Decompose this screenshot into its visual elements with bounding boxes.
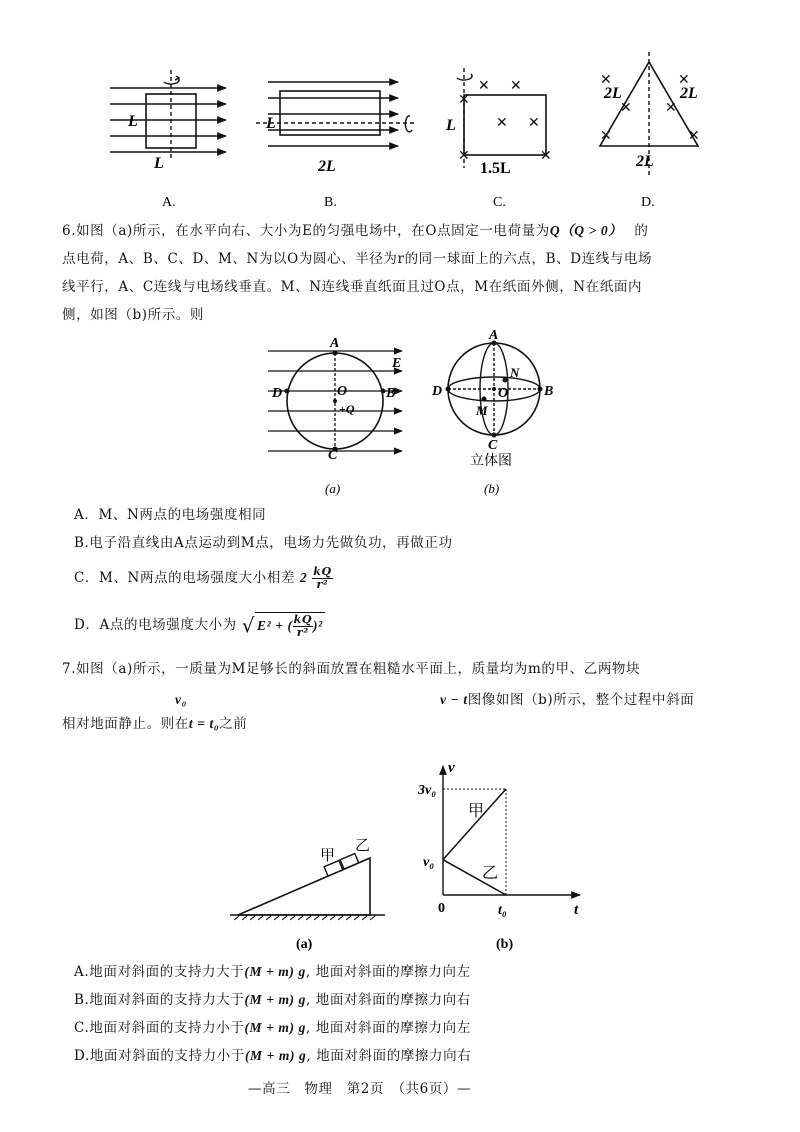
- q7-stem-line-2: v − t图像如图（b)所示，整个过程中斜面: [440, 692, 695, 708]
- fig-6b-label-n: N: [510, 365, 520, 380]
- origin-label: 0: [438, 901, 445, 916]
- q7-stem-line-3: 相对地面静止。则在t = t₀之前: [62, 716, 248, 732]
- q6-option-a: A．M、N两点的电场强度相同: [74, 507, 267, 523]
- q7-stem-line-1: 7.如图（a)所示，一质量为M足够长的斜面放置在粗糙水平面上，质量均为m的甲、乙两物块: [62, 661, 641, 677]
- fig-6b-label-b: B: [544, 384, 554, 399]
- y-tick-v0: v₀: [423, 855, 435, 870]
- fig-6b-label-m: M: [476, 403, 488, 418]
- q6-figures: [0, 325, 800, 500]
- fig-6b-label-c: C: [488, 438, 498, 453]
- q7-fig-a-caption: (a): [296, 937, 313, 952]
- fig-6a-label-e: E: [392, 356, 402, 371]
- figure-b: [256, 82, 414, 146]
- q6-option-b: B.电子沿直线由A点运动到M点，电场力先做负功，再做正功: [74, 535, 453, 551]
- q6-option-c: C．M、N两点的电场强度大小相差 2 $\frac{kQ}{\text{r²}}$: [74, 565, 332, 591]
- svg-text:✕: ✕: [478, 79, 490, 94]
- q5-option-c: C.: [493, 195, 506, 210]
- q6-option-d: D．A点的电场强度大小为 √ E² + ( $\frac{kQ}{\text{r²}}$ )²: [74, 613, 323, 639]
- fig-c-field-crosses: [458, 79, 552, 164]
- q7-fig-b-caption: (b): [496, 937, 514, 952]
- fig-6b-label-d: D: [432, 384, 443, 399]
- svg-text:✕: ✕: [540, 149, 552, 164]
- series-label-jia: 甲: [468, 803, 485, 820]
- fig-d-field-crosses: [600, 73, 700, 144]
- fig-d-label-bottom: 2L: [636, 153, 654, 170]
- q6-charge-expr: Q（Q > 0）: [549, 223, 623, 238]
- svg-text:✕: ✕: [496, 116, 508, 131]
- svg-text:✕: ✕: [678, 73, 690, 88]
- fig-c-label-l: L: [446, 117, 456, 134]
- fig-6b-subcaption: 立体图: [470, 454, 512, 469]
- q6-option-c-coef: 2: [299, 570, 308, 585]
- x-axis-label: t: [574, 902, 579, 918]
- label-jia: 甲: [320, 848, 336, 864]
- x-tick-t0: t₀: [498, 903, 507, 918]
- fig-6a-label-c: C: [328, 448, 338, 463]
- svg-text:✕: ✕: [600, 73, 612, 88]
- q5-option-b: B.: [324, 195, 337, 210]
- q5-figures: [0, 0, 800, 215]
- fig-6b-label-o: O: [498, 386, 509, 401]
- q7-option-b: B.地面对斜面的支持力大于(M + m) g, 地面对斜面的摩擦力向右: [74, 992, 471, 1008]
- y-tick-3v0: 3v₀: [418, 783, 437, 798]
- label-yi: 乙: [355, 838, 371, 854]
- q6-stem-line-1: 6.如图（a)所示，在水平向右、大小为E的匀强电场中，在O点固定一电荷量为Q（Q > 0） 的: [62, 223, 649, 239]
- fig-a-label-l2: L: [154, 155, 164, 172]
- fig-6a-label-b: B: [386, 386, 396, 401]
- q5-option-a: A.: [162, 195, 176, 210]
- q6-stem-line-2: 点电荷，A、B、C、D、M、N为以O为圆心、半径为r的同一球面上的六点，B、D连线与电场: [62, 251, 653, 267]
- q5-option-d: D.: [641, 195, 655, 210]
- fig-a-label-l1: L: [128, 113, 138, 130]
- y-axis-label: v: [448, 760, 455, 776]
- q7-fig-b-chart: [420, 760, 600, 955]
- svg-text:✕: ✕: [458, 93, 470, 108]
- fig-6a-caption: (a): [325, 481, 341, 496]
- fig-d-label-right: 2L: [680, 85, 698, 102]
- svg-text:✕: ✕: [528, 116, 540, 131]
- page-footer: —高三 物理 第2页 （共6页）—: [248, 1081, 472, 1097]
- fig-6a-label-q: +Q: [339, 402, 355, 416]
- fig-d-label-left: 2L: [604, 85, 622, 102]
- fig-6a-label-d: D: [272, 386, 283, 401]
- fig-6b-label-a: A: [489, 328, 499, 343]
- series-label-yi: 乙: [482, 865, 499, 882]
- fig-6a-label-o: O: [337, 384, 348, 399]
- svg-text:✕: ✕: [600, 129, 612, 144]
- q7-fig-a: [220, 830, 400, 955]
- fig-c-label-15l: 1.5L: [480, 160, 511, 177]
- q7-t-expr: t = t₀: [188, 716, 220, 731]
- svg-text:✕: ✕: [620, 101, 632, 116]
- q7-vt-expr: v − t: [440, 692, 468, 707]
- fig-b-label-2l: 2L: [318, 158, 336, 175]
- svg-text:✕: ✕: [665, 101, 677, 116]
- svg-text:✕: ✕: [688, 129, 700, 144]
- block-yi: [340, 854, 359, 869]
- q7-option-a: A.地面对斜面的支持力大于(M + m) g, 地面对斜面的摩擦力向左: [74, 964, 471, 980]
- q7-option-c: C.地面对斜面的支持力小于(M + m) g, 地面对斜面的摩擦力向左: [74, 1020, 471, 1036]
- svg-text:✕: ✕: [458, 149, 470, 164]
- q7-stem-v0: v₀: [175, 692, 187, 707]
- q7-option-d: D.地面对斜面的支持力小于(M + m) g, 地面对斜面的摩擦力向右: [74, 1048, 472, 1064]
- q6-stem-line-3: 线平行，A、C连线与电场线垂直。M、N连线垂直纸面且过O点，M在纸面外侧，N在纸面内: [62, 279, 643, 295]
- fig-6a-label-a: A: [330, 336, 340, 351]
- svg-text:✕: ✕: [510, 79, 522, 94]
- fig-b-label-l: L: [266, 115, 276, 132]
- series-jia-line: [443, 789, 506, 860]
- fig-6b-caption: (b): [484, 481, 500, 496]
- q6-stem-line-4: 侧，如图（b)所示。则: [62, 307, 205, 323]
- q6-option-c-fraction: $\frac{kQ}{\text{r²}}$: [313, 565, 332, 591]
